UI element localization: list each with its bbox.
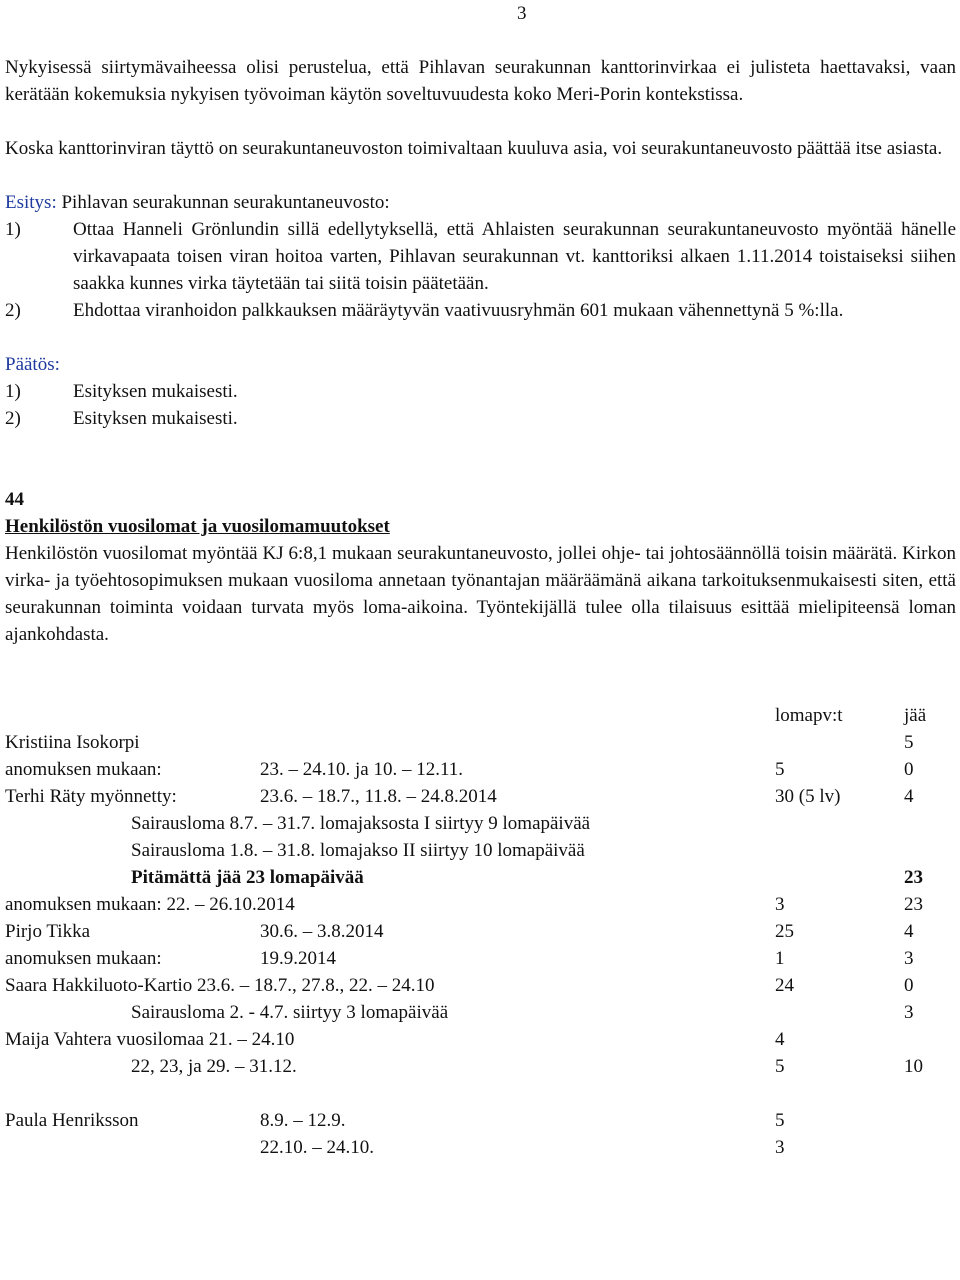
cell-remaining: 23 <box>904 867 923 888</box>
header-jaa: jää <box>904 705 927 726</box>
cell-remaining: 4 <box>904 921 914 942</box>
cell-period: 30.6. – 3.8.2014 <box>260 921 384 942</box>
cell-lomapv: 30 (5 lv) <box>775 786 841 807</box>
table-row <box>5 1134 956 1161</box>
cell-period: 19.9.2014 <box>260 948 336 969</box>
esitys-label: Esitys: <box>5 192 57 213</box>
cell-name: anomuksen mukaan: <box>5 759 162 780</box>
paatos-label: Päätös: <box>5 354 60 375</box>
cell-name: Maija Vahtera vuosilomaa 21. – 24.10 <box>5 1029 295 1050</box>
paatos-list <box>5 378 956 432</box>
cell-period: 8.9. – 12.9. <box>260 1110 346 1131</box>
cell-name: Kristiina Isokorpi <box>5 732 140 753</box>
list-item: 1) Ottaa Hanneli Grönlundin sillä edellytyksellä, että Ahlaisten seurakunnan seurakuntaneuvosto myöntää hänelle virkavapaata toisen viran hoitoa varten, Pihlavan seurakunnan vt. kanttoriksi alkaen 1.11.2014 toistaiseksi siihen saakka kunnes virka täytetään tai siitä toisin päätetään. <box>5 219 956 294</box>
cell-remaining: 3 <box>904 1002 914 1023</box>
cell-period: 22, 23, ja 29. – 31.12. <box>131 1056 297 1077</box>
table-row <box>5 810 956 837</box>
cell-lomapv: 24 <box>775 975 794 996</box>
list-item: 2) Esityksen mukaisesti. <box>5 408 238 429</box>
cell-remaining: 10 <box>904 1056 923 1077</box>
cell-period: Sairausloma 1.8. – 31.8. lomajakso II siirtyy 10 lomapäivää <box>131 840 585 861</box>
cell-lomapv: 4 <box>775 1029 785 1050</box>
cell-name: Paula Henriksson <box>5 1110 139 1131</box>
cell-lomapv: 3 <box>775 894 785 915</box>
cell-period: Pitämättä jää 23 lomapäivää <box>131 867 364 888</box>
table-row <box>5 1026 956 1053</box>
paragraph-authority: Koska kanttorinviran täyttö on seurakuntaneuvoston toimivaltaan kuuluva asia, voi seurakuntaneuvosto päättää itse asiasta. <box>5 138 943 159</box>
header-lomapv: lomapv:t <box>775 705 843 726</box>
document-body <box>5 54 956 1161</box>
page-number: 3 <box>517 3 527 24</box>
table-row <box>5 891 956 918</box>
cell-lomapv: 25 <box>775 921 794 942</box>
cell-remaining: 0 <box>904 759 914 780</box>
cell-remaining: 4 <box>904 786 914 807</box>
table-row <box>5 1080 956 1107</box>
cell-period: Sairausloma 2. - 4.7. siirtyy 3 lomapäivää <box>131 1002 449 1023</box>
cell-name: anomuksen mukaan: <box>5 948 162 969</box>
cell-lomapv: 1 <box>775 948 785 969</box>
cell-period: 23.6. – 18.7., 11.8. – 24.8.2014 <box>260 786 497 807</box>
list-item: 1) Esityksen mukaisesti. <box>5 381 238 402</box>
cell-name: Terhi Räty myönnetty: <box>5 786 177 807</box>
cell-remaining: 3 <box>904 948 914 969</box>
table-row <box>5 945 956 972</box>
esitys-text: Pihlavan seurakunnan seurakuntaneuvosto: <box>56 192 390 213</box>
paragraph-transition: Nykyisessä siirtymävaiheessa olisi perustelua, että Pihlavan seurakunnan kanttorinvirkaa ei julisteta haettavaksi, vaan kerätään kokemuksia nykyisen työvoiman käytön soveltuvuudesta koko Meri-Porin kontekstissa. <box>5 57 956 105</box>
cell-remaining: 5 <box>904 732 914 753</box>
cell-name: Saara Hakkiluoto-Kartio 23.6. – 18.7., 27.8., 22. – 24.10 <box>5 975 435 996</box>
cell-lomapv: 5 <box>775 1110 785 1131</box>
section-title: Henkilöstön vuosilomat ja vuosilomamuutokset <box>5 516 390 537</box>
cell-remaining: 23 <box>904 894 923 915</box>
cell-lomapv: 5 <box>775 759 785 780</box>
table-row <box>5 783 956 810</box>
cell-period: 22.10. – 24.10. <box>260 1137 374 1158</box>
table-row <box>5 999 956 1026</box>
cell-period: Sairausloma 8.7. – 31.7. lomajaksosta I siirtyy 9 lomapäivää <box>131 813 591 834</box>
table-row <box>5 864 956 891</box>
cell-remaining: 0 <box>904 975 914 996</box>
cell-lomapv: 3 <box>775 1137 785 1158</box>
section-number: 44 <box>5 489 24 510</box>
table-row <box>5 972 956 999</box>
vacation-table <box>5 729 956 1161</box>
cell-period: 23. – 24.10. ja 10. – 12.11. <box>260 759 464 780</box>
table-row <box>5 756 956 783</box>
table-header <box>5 702 956 729</box>
table-row <box>5 1107 956 1134</box>
table-row <box>5 837 956 864</box>
table-row <box>5 729 956 756</box>
cell-lomapv: 5 <box>775 1056 785 1077</box>
section-paragraph: Henkilöstön vuosilomat myöntää KJ 6:8,1 mukaan seurakuntaneuvosto, jollei ohje- tai johtosäännöllä toisin määrätä. Kirkon virka- ja työehtosopimuksen mukaan vuosiloma annetaan työnantajan määräämänä aikana tarkoituksenmukaisesti siten, että seurakunnan toiminta voidaan turvata myös loma-aikoina. Työntekijällä tulee olla tilaisuus esittää mielipiteensä loman ajankohdasta. <box>5 543 956 645</box>
esitys-heading <box>5 189 956 216</box>
cell-name: anomuksen mukaan: 22. – 26.10.2014 <box>5 894 295 915</box>
cell-name: Pirjo Tikka <box>5 921 91 942</box>
list-item: 2) Ehdottaa viranhoidon palkkauksen määräytyvän vaativuusryhmän 601 mukaan vähennettynä 5 %:lla. <box>5 300 844 321</box>
esitys-list <box>5 216 956 324</box>
table-row <box>5 1053 956 1080</box>
table-row <box>5 918 956 945</box>
